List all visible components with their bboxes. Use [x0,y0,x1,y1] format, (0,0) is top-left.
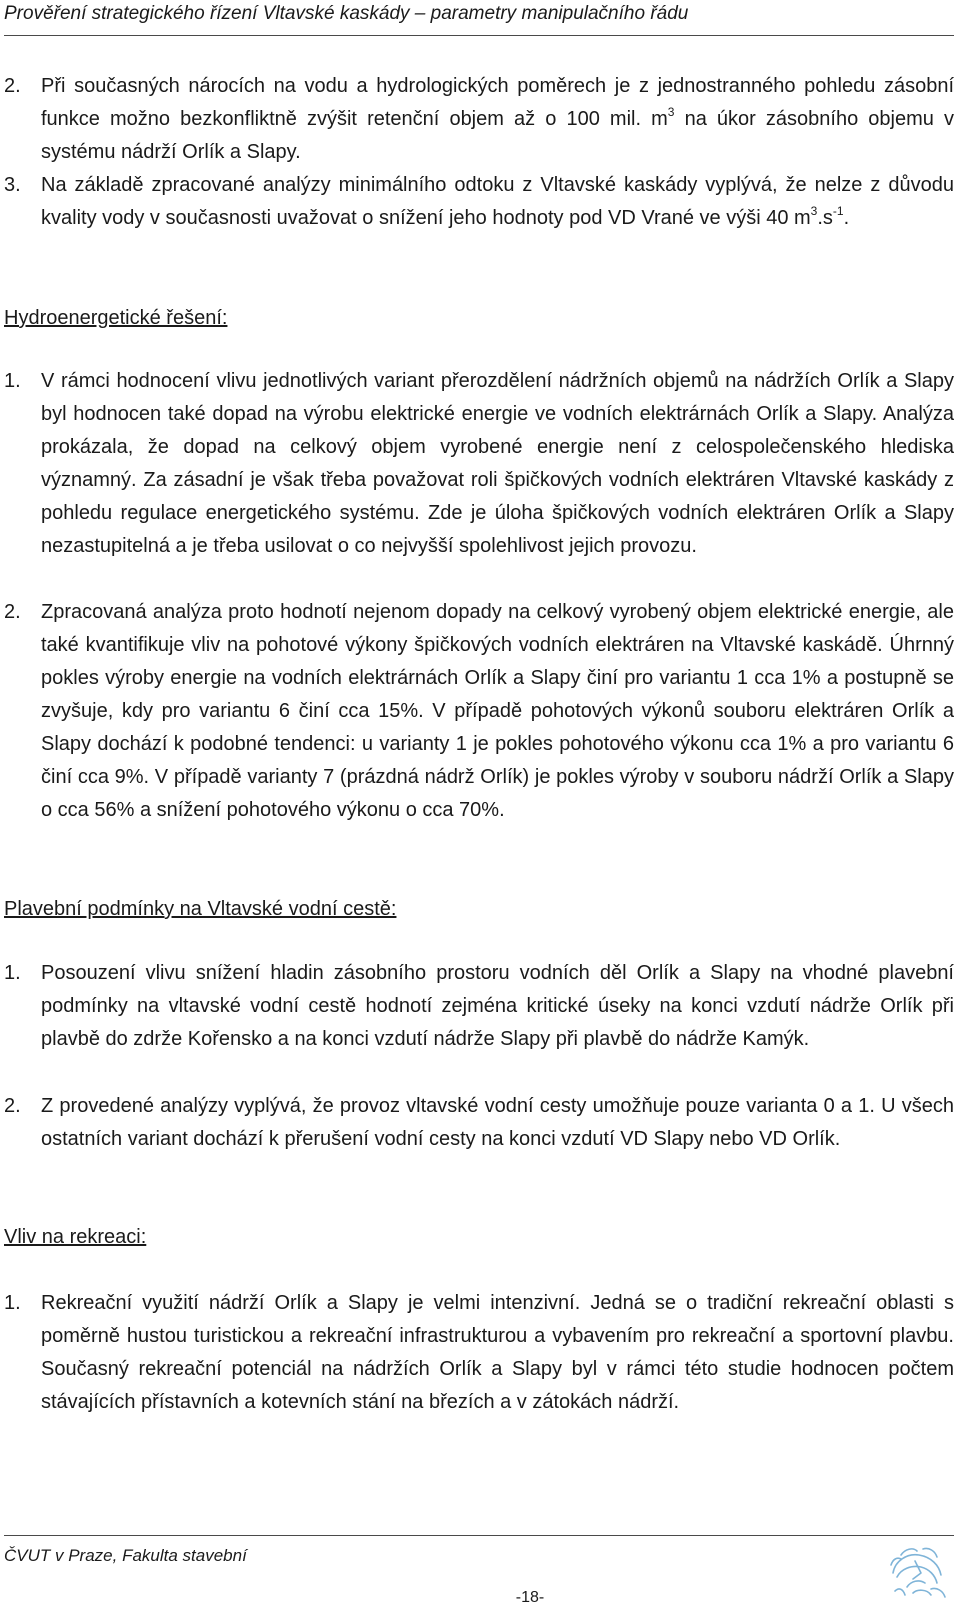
text-run: na úkor zásobního objemu v systému nádrží Orlík a Slapy. [41,108,954,163]
list-item [4,169,954,235]
section-heading-navigation: Plavební podmínky na Vltavské vodní cestě: [4,898,397,920]
list-item-text: Z provedené analýzy vyplývá, že provoz vltavské vodní cesty umožňuje pouze varianta 0 a 1. U všech ostatních variant dochází k přerušení vodní cesty na konci vzdutí VD Slapy nebo VD Orlík. [41,1095,954,1150]
list-item [4,70,954,169]
list-item-number: 2. [4,1095,21,1117]
superscript: -1 [832,204,844,218]
list-item-number: 2. [4,601,21,623]
list-item-text: Zpracovaná analýza proto hodnotí nejenom dopady na celkový vyrobený objem elektrické energie, ale také kvantifikuje vliv na pohotové výkony špičkových vodních elektráren na Vltavské kaskádě. Úhrnný pokles výroby energie na vodních elektrárnách Orlík a Slapy činí pro variantu 1 cca 1% a postupně se zvyšuje, kdy pro variantu 6 činí cca 15%. V případě pohotových výkonů souboru elektráren Orlík a Slapy dochází k podobné tendenci: u varianty 1 je pokles pohotového výkonu cca 1% a pro variantu 6 činí cca 9%. V případě varianty 7 (prázdná nádrž Orlík) je pokles výroby v souboru nádrží Orlík a Slapy o cca 56% a snížení pohotového výkonu o cca 70%. [41,601,954,821]
section-heading-recreation: Vliv na rekreaci: [4,1226,147,1248]
text-run: . [843,207,850,229]
list-item-text: V rámci hodnocení vlivu jednotlivých variant přerozdělení nádržních objemů na nádržích Orlík a Slapy byl hodnocen také dopad na výrobu elektrické energie ve vodních elektrárnách Orlík a Slapy. Analýza prokázala, že dopad na celkový objem vyrobené energie není z celospolečenského hlediska významný. Za zásadní je však třeba považovat roli špičkových vodních elektráren Vltavské kaskády z pohledu regulace energetického systému. Zde je úloha špičkových vodních elektráren Orlík a Slapy nezastupitelná a je třeba usilovat o co nejvyšší spolehlivost jejich provozu. [41,370,954,557]
footer-rule [4,1535,954,1536]
list-item-number: 1. [4,1292,21,1314]
list-item-text [41,70,954,169]
section-heading-hydro: Hydroenergetické řešení: [4,307,228,329]
list-item [4,365,954,563]
footer-organization: ČVUT v Praze, Fakulta stavební [4,1546,247,1565]
list-item-text: Posouzení vlivu snížení hladin zásobního prostoru vodních děl Orlík a Slapy na vhodné plavební podmínky na vltavské vodní cestě hodnotí zejména kritické úseky na konci vzdutí nádrže Orlík při plavbě do zdrže Kořensko a na konci vzdutí nádrže Slapy při plavbě do nádrže Kamýk. [41,962,954,1050]
cvut-lion-logo-icon [887,1543,949,1601]
text-run: Při současných nárocích na vodu a hydrologických poměrech je z jednostranného pohledu zásobní funkce možno bezkonfliktně zvýšit retenční objem až o 100 mil. m [41,75,954,130]
list-item-number: 2. [4,75,21,97]
page-number: -18- [515,1589,545,1606]
list-item [4,1287,954,1419]
superscript: 3 [667,105,675,119]
list-item-number: 1. [4,962,21,984]
text-run: Na základě zpracované analýzy minimálního odtoku z Vltavské kaskády vyplývá, že nelze z důvodu kvality vody v současnosti uvažovat o snížení jeho hodnoty pod VD Vrané ve výši 40 m [41,174,954,229]
list-item-number: 1. [4,370,21,392]
header-rule [4,35,954,36]
list-item [4,596,954,827]
text-run: .s [817,207,833,229]
list-item [4,957,954,1056]
running-header: Prověření strategického řízení Vltavské kaskády – parametry manipulačního řádu [4,3,689,24]
list-item-text [41,169,954,235]
list-item [4,1090,954,1156]
superscript: 3 [810,204,818,218]
list-item-text: Rekreační využití nádrží Orlík a Slapy je velmi intenzivní. Jedná se o tradiční rekreační oblasti s poměrně hustou turistickou a rekreační infrastrukturou a vybavením pro rekreační a sportovní plavbu. Současný rekreační potenciál na nádržích Orlík a Slapy byl v rámci této studie hodnocen počtem stávajících přístavních a kotevních stání na březích a v zátokách nádrží. [41,1292,954,1413]
list-item-number: 3. [4,174,21,196]
